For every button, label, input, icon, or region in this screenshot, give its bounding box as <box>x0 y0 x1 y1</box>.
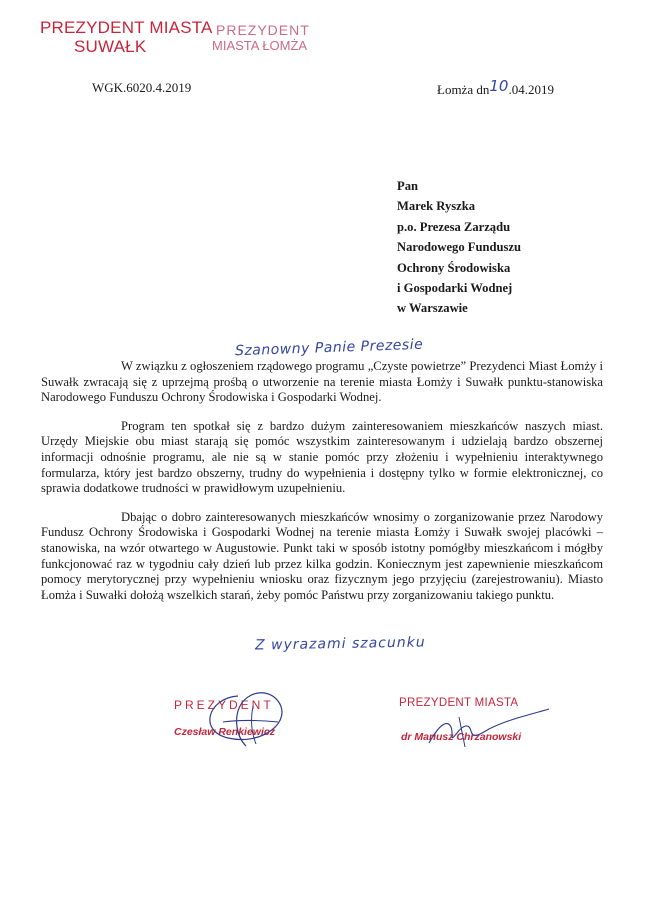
paragraph-1: W związku z ogłoszeniem rządowego programu „Czyste powietrze” Prezydenci Miast Łomży i Suwałk zwracają się z uprzejmą prośbą o utworzenie na terenie miasta Łomży i Suwałk punktu-stanowiska Narodowego Funduszu Ochrony Środowiska i Gospodarki Wodnej. <box>41 359 603 405</box>
recipient-line: Pan <box>397 179 418 193</box>
letter-body <box>41 359 603 603</box>
recipient-address <box>397 176 521 319</box>
reference-number: WGK.6020.4.2019 <box>92 80 192 95</box>
recipient-line: Ochrony Środowiska <box>397 260 511 275</box>
recipient-line: w Warszawie <box>397 301 468 316</box>
signature-block-right <box>399 697 559 743</box>
letter-date <box>437 77 554 98</box>
stamp-suwalki-line-1: PREZYDENT MIASTA <box>40 18 213 37</box>
date-prefix: Łomża dn <box>437 82 490 97</box>
signature-left-title: PREZYDENT <box>174 698 274 712</box>
recipient-line: Narodowego Funduszu <box>397 240 521 255</box>
signature-left-scribble <box>168 676 318 756</box>
signature-right-title: PREZYDENT MIASTA <box>399 697 519 709</box>
signature-right-name: dr Mariusz Chrzanowski <box>401 731 522 743</box>
closing-handwritten: Z wyrazami szacunku <box>254 634 426 654</box>
stamp-lomza-line-2: MIASTA ŁOMŻA <box>212 38 308 53</box>
date-day-handwritten: 10 <box>489 77 509 95</box>
signature-block-left <box>168 698 308 738</box>
paragraph-3: Dbając o dobro zainteresowanych mieszkańców wnosimy o zorganizowanie przez Narodowy Fundusz Ochrony Środowiska i Gospodarki Wodnej na terenie miasta Łomży i Suwałk swojej placówki – stanowiska, na wzór otwartego w Augustowie. Punkt taki w sposób istotny pomógłby mieszkańcom i mógłby funkcjonować raz w tygodniu cały dzień lub przez kilka godzin. Koniecznym jest zapewnienie mieszkańcom pomocy merytorycznej przy wypełnieniu wniosku oraz fizycznym jego przyjęciu (zarejestrowaniu). Miasto Łomża i Suwałki dołożą wszelkich starań, żeby pomóc Państwu przy zorganizowaniu takiego punktu. <box>41 509 603 602</box>
date-suffix: .04.2019 <box>508 82 554 97</box>
stamp-lomza-line-1: PREZYDENT <box>216 22 310 38</box>
signature-right-scribble <box>399 705 559 755</box>
recipient-line: i Gospodarki Wodnej <box>397 281 513 296</box>
stamp-lomza <box>212 22 310 54</box>
stamp-suwalki <box>40 18 213 56</box>
signature-left-name: Czesław Renkiewicz <box>174 726 275 738</box>
paragraph-2: Program ten spotkał się z bardzo dużym zainteresowaniem mieszkańców naszych miast. Urzędy Miejskie obu miast starają się pomóc wszystkim zainteresowanym i udzielają bardzo obszernej informacji odnośnie programu, ale nie są w stanie pomóc przy złożeniu i wypełnieniu interaktywnego formularza, który jest bardzo obszerny, trudny do wypełnienia i dostępny tylko w formie elektronicznej, co sprawia dodatkowe trudności w prawidłowym uzupełnieniu. <box>41 418 603 496</box>
recipient-line: Marek Ryszka <box>397 199 476 214</box>
salutation-handwritten: Szanowny Panie Prezesie <box>234 336 424 360</box>
recipient-line: p.o. Prezesa Zarządu <box>397 219 511 234</box>
stamp-suwalki-line-2: SUWAŁK <box>74 37 147 56</box>
